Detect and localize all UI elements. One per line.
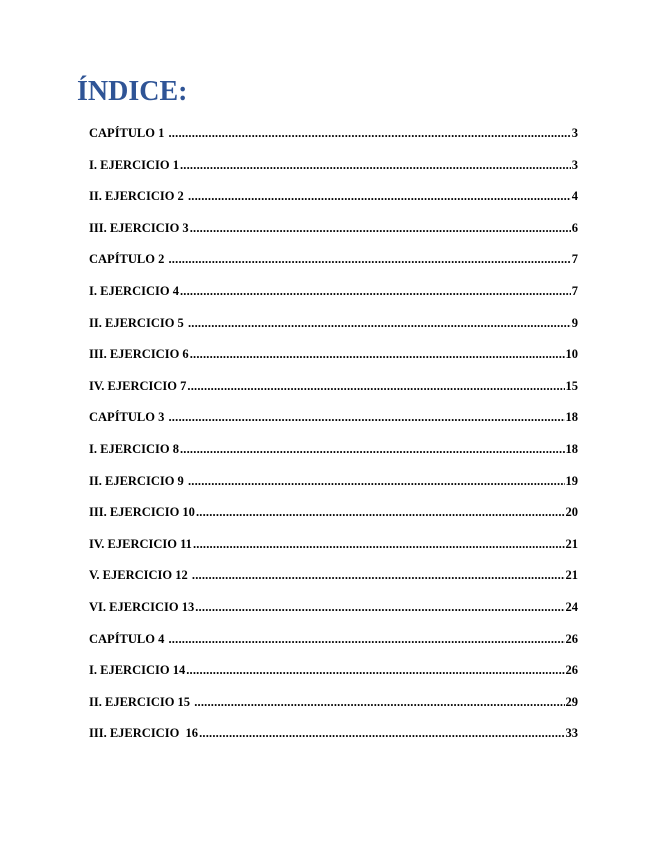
toc-dot-leader [194, 687, 564, 719]
toc-entry[interactable] [89, 402, 578, 434]
toc-dot-leader [190, 213, 571, 245]
toc-dot-leader [168, 402, 564, 434]
toc-page-number: 6 [571, 220, 578, 235]
toc-entry[interactable] [89, 466, 578, 498]
toc-entry[interactable] [89, 308, 578, 340]
toc-entry-label: III. EJERCICIO 3 [89, 220, 189, 235]
toc-page-number: 26 [565, 631, 578, 646]
toc-page-number: 7 [571, 252, 578, 267]
toc-entry[interactable] [89, 718, 578, 750]
toc-dot-leader [199, 718, 564, 750]
toc-entry-label: IV. EJERCICIO 7 [89, 378, 187, 393]
toc-entry[interactable] [89, 181, 578, 213]
toc-dot-leader [180, 434, 565, 466]
toc-dot-leader [168, 624, 564, 656]
toc-page-number: 20 [565, 505, 578, 520]
toc-page-number: 15 [565, 378, 578, 393]
toc-page-number: 9 [571, 315, 578, 330]
toc-entry[interactable] [89, 371, 578, 403]
toc-entry-label: VI. EJERCICIO 13 [89, 599, 195, 614]
toc-entry-label: II. EJERCICIO 9 [89, 473, 187, 488]
toc-page-number: 21 [565, 536, 578, 551]
toc-entry[interactable] [89, 655, 578, 687]
toc-entry-label: III. EJERCICIO 10 [89, 505, 195, 520]
toc-entry[interactable] [89, 497, 578, 529]
toc-entry[interactable] [89, 150, 578, 182]
toc-page-number: 4 [571, 189, 578, 204]
toc-entry-label: I. EJERCICIO 14 [89, 663, 186, 678]
toc-entry[interactable] [89, 118, 578, 150]
toc-dot-leader [195, 592, 564, 624]
page-title: ÍNDICE: [77, 76, 188, 107]
toc-entry[interactable] [89, 244, 578, 276]
toc-entry[interactable] [89, 560, 578, 592]
toc-dot-leader [186, 655, 564, 687]
toc-dot-leader [192, 560, 565, 592]
toc-entry-label: V. EJERCICIO 12 [89, 568, 191, 583]
toc-entry[interactable] [89, 213, 578, 245]
table-of-contents [89, 118, 578, 750]
toc-entry-label: CAPÍTULO 1 [89, 126, 168, 140]
toc-entry-label: CAPÍTULO 4 [89, 631, 168, 646]
toc-entry[interactable] [89, 529, 578, 561]
toc-page-number: 3 [571, 157, 578, 172]
toc-entry[interactable] [89, 592, 578, 624]
toc-dot-leader [168, 118, 570, 150]
toc-page-number: 18 [565, 410, 578, 425]
toc-entry-label: I. EJERCICIO 8 [89, 441, 179, 456]
toc-dot-leader [188, 181, 571, 213]
toc-entry-label: I. EJERCICIO 1 [89, 157, 179, 172]
toc-entry-label: IV. EJERCICIO 11 [89, 536, 192, 551]
toc-dot-leader [187, 371, 564, 403]
toc-entry-label: III. EJERCICIO 6 [89, 347, 189, 362]
toc-entry-label: II. EJERCICIO 15 [89, 694, 194, 709]
toc-page-number: 3 [571, 126, 578, 140]
toc-dot-leader [168, 244, 570, 276]
toc-page-number: 33 [565, 726, 578, 741]
toc-page-number: 21 [565, 568, 578, 583]
toc-dot-leader [180, 276, 571, 308]
toc-page-number: 7 [571, 283, 578, 298]
toc-entry[interactable] [89, 687, 578, 719]
toc-page-number: 10 [565, 347, 578, 362]
toc-entry[interactable] [89, 624, 578, 656]
toc-entry-label: CAPÍTULO 2 [89, 252, 168, 267]
toc-entry-label: II. EJERCICIO 5 [89, 315, 187, 330]
toc-dot-leader [188, 466, 565, 498]
toc-entry[interactable] [89, 339, 578, 371]
toc-dot-leader [196, 497, 565, 529]
toc-entry[interactable] [89, 276, 578, 308]
toc-entry-label: I. EJERCICIO 4 [89, 283, 179, 298]
toc-page-number: 19 [565, 473, 578, 488]
toc-page-number: 24 [565, 599, 578, 614]
toc-entry-label: CAPÍTULO 3 [89, 410, 168, 425]
toc-page-number: 26 [565, 663, 578, 678]
toc-dot-leader [188, 308, 571, 340]
toc-page-number: 18 [565, 441, 578, 456]
toc-entry-label: II. EJERCICIO 2 [89, 189, 187, 204]
toc-entry[interactable] [89, 434, 578, 466]
toc-entry-label: III. EJERCICIO 16 [89, 726, 199, 741]
toc-dot-leader [190, 339, 565, 371]
toc-page-number: 29 [565, 694, 578, 709]
toc-dot-leader [193, 529, 565, 561]
toc-dot-leader [180, 150, 571, 182]
